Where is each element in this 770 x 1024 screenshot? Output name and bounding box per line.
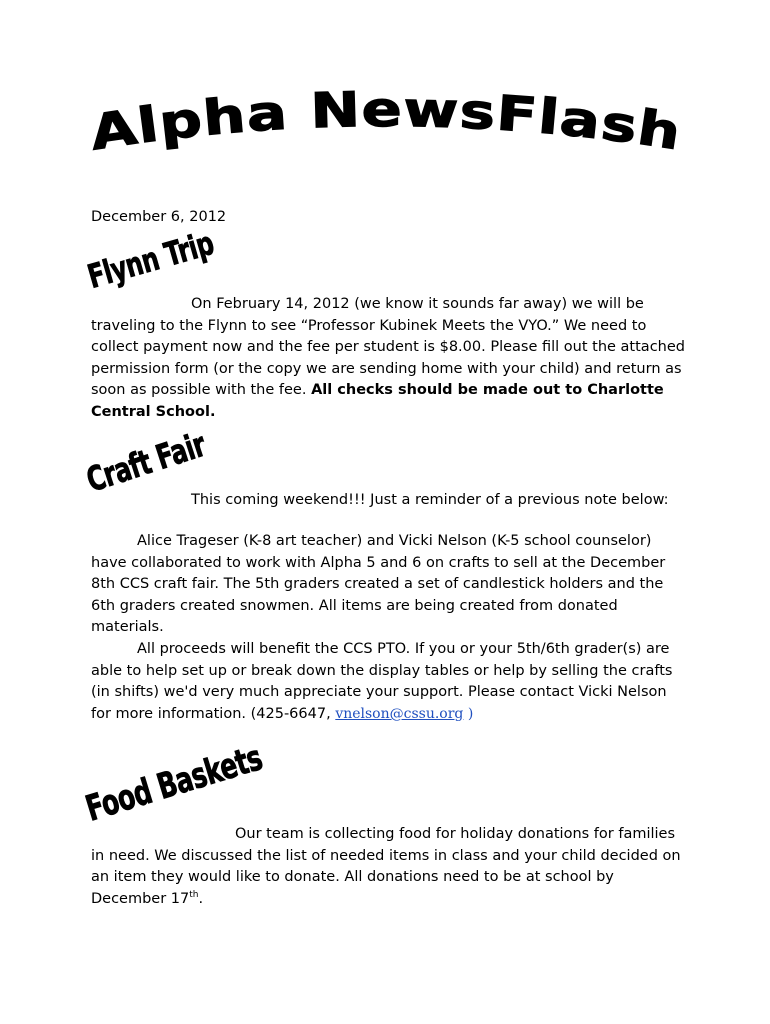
email-link[interactable]: vnelson@cssu.org [335, 705, 464, 722]
newsletter-title-text: Alpha NewsFlash [86, 84, 678, 162]
closing-paren: ) [463, 705, 474, 722]
craft-fair-paragraph-2 [91, 639, 691, 725]
flynn-trip-checks-note: All checks should be made out to Charlotte Central School. [91, 382, 664, 420]
food-baskets-paragraph [91, 824, 691, 910]
section-header-craft-fair: Craft Fair [81, 424, 211, 500]
food-baskets-text: Our team is collecting food for holiday donations for families in need. We discussed the list of needed items in class and your child decided on an item they would like to donate. All donations need to be at school by December 17 [91, 826, 681, 907]
craft-fair-intro: This coming weekend!!! Just a reminder of a previous note below: [191, 492, 669, 508]
craft-fair-contact-text: All proceeds will benefit the CCS PTO. If you or your 5th/6th grader(s) are able to help set up or break down the display tables or help by selling the crafts (in shifts) we'd very much appreciate your support. Please contact Vicki Nelson for more information. (425-6647, [91, 641, 673, 722]
date-superscript: th [189, 889, 199, 900]
newsletter-title [86, 84, 686, 164]
craft-fair-paragraph-1: Alice Trageser (K-8 art teacher) and Vicki Nelson (K-5 school counselor) have collaborated to work with Alpha 5 and 6 on crafts to sell at the December 8th CCS craft fair. The 5th graders created a set of candlestick holders and the 6th graders created snowmen. All items are being created from donated materials. [91, 533, 666, 636]
flynn-trip-text: On February 14, 2012 (we know it sounds far away) we will be traveling to the Flynn to see “Professor Kubinek Meets the VYO.” We need to collect payment now and the fee per student is $8.00. Please fill out the attached permission form (or the copy we are sending home with your child) and return as soon as possible with the fee. [91, 296, 685, 399]
food-baskets-end: . [198, 890, 204, 907]
flynn-trip-paragraph [91, 294, 691, 424]
newsletter-title-art [86, 84, 686, 164]
newsletter-date: December 6, 2012 [91, 209, 227, 225]
section-header-flynn-trip: Flynn Trip [83, 224, 218, 296]
section-header-food-baskets: Food Baskets [81, 737, 267, 829]
